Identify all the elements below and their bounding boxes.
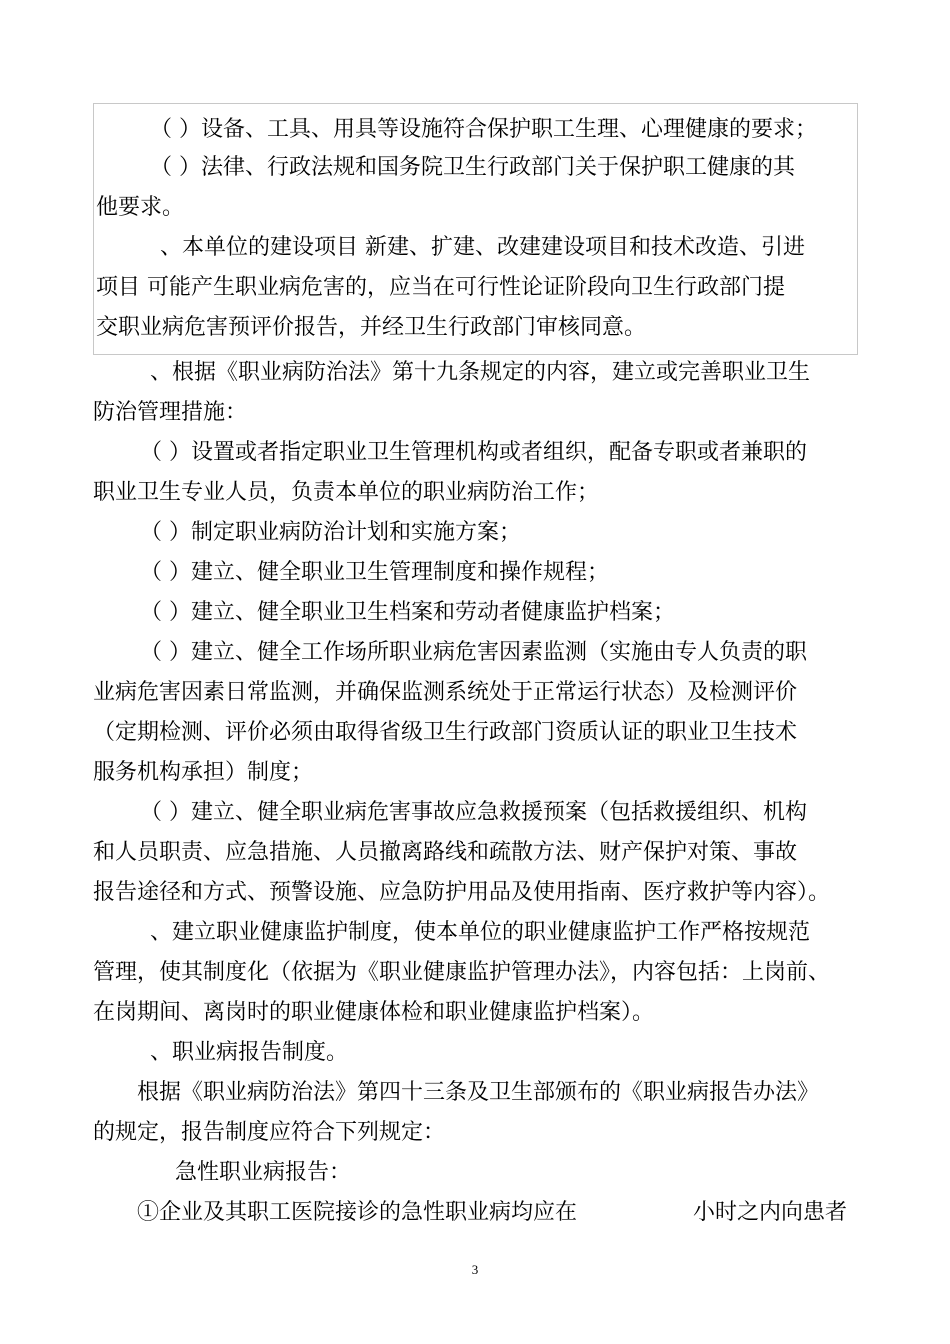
page-number: 3 bbox=[471, 1262, 479, 1277]
